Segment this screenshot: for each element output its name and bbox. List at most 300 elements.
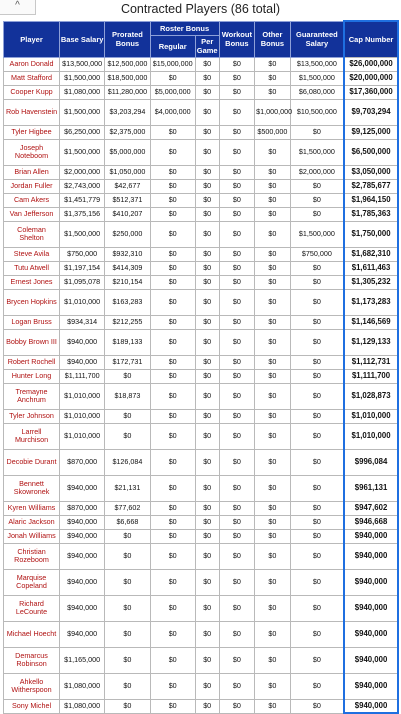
cap-number-cell: $940,000: [344, 621, 398, 647]
prorated-bonus-cell: $42,677: [105, 179, 150, 193]
roster-regular-cell: $0: [150, 449, 195, 475]
roster-regular-cell: $0: [150, 543, 195, 569]
player-name[interactable]: Steve Avila: [4, 247, 60, 261]
cap-number-cell: $1,611,463: [344, 261, 398, 275]
other-bonus-cell: $0: [255, 383, 291, 409]
base-salary-cell: $13,500,000: [60, 57, 105, 71]
cap-number-cell: $940,000: [344, 647, 398, 673]
prorated-bonus-cell: $250,000: [105, 221, 150, 247]
guaranteed-salary-cell: $0: [290, 207, 344, 221]
prorated-bonus-cell: $18,500,000: [105, 71, 150, 85]
roster-regular-cell: $0: [150, 515, 195, 529]
prorated-bonus-cell: $512,371: [105, 193, 150, 207]
prorated-bonus-cell: $5,000,000: [105, 139, 150, 165]
table-row: [4, 673, 399, 699]
roster-regular-cell: $0: [150, 529, 195, 543]
prorated-bonus-cell: $21,131: [105, 475, 150, 501]
player-name[interactable]: Marquise Copeland: [4, 569, 60, 595]
base-salary-cell: $1,111,700: [60, 369, 105, 383]
guaranteed-salary-cell: $0: [290, 529, 344, 543]
header-base-salary[interactable]: Base Salary: [60, 21, 105, 57]
prorated-bonus-cell: $0: [105, 423, 150, 449]
other-bonus-cell: $0: [255, 165, 291, 179]
other-bonus-cell: $0: [255, 569, 291, 595]
cap-number-cell: $6,500,000: [344, 139, 398, 165]
workout-bonus-cell: $0: [219, 179, 255, 193]
base-salary-cell: $1,197,154: [60, 261, 105, 275]
guaranteed-salary-cell: $0: [290, 569, 344, 595]
prorated-bonus-cell: $126,084: [105, 449, 150, 475]
guaranteed-salary-cell: $1,500,000: [290, 139, 344, 165]
other-bonus-cell: $0: [255, 475, 291, 501]
player-name[interactable]: Logan Bruss: [4, 315, 60, 329]
header-cap-number[interactable]: Cap Number: [344, 21, 398, 57]
workout-bonus-cell: $0: [219, 409, 255, 423]
other-bonus-cell: $0: [255, 85, 291, 99]
table-row: [4, 99, 399, 125]
cap-number-cell: $940,000: [344, 699, 398, 713]
other-bonus-cell: $0: [255, 621, 291, 647]
workout-bonus-cell: $0: [219, 501, 255, 515]
guaranteed-salary-cell: $0: [290, 501, 344, 515]
workout-bonus-cell: $0: [219, 595, 255, 621]
player-name[interactable]: Cooper Kupp: [4, 85, 60, 99]
roster-per-game-cell: $0: [195, 165, 219, 179]
guaranteed-salary-cell: $0: [290, 621, 344, 647]
roster-regular-cell: $4,000,000: [150, 99, 195, 125]
roster-per-game-cell: $0: [195, 193, 219, 207]
collapse-chevron-icon[interactable]: ^: [0, 0, 36, 15]
workout-bonus-cell: $0: [219, 71, 255, 85]
cap-number-cell: $1,010,000: [344, 423, 398, 449]
cap-number-cell: $3,050,000: [344, 165, 398, 179]
base-salary-cell: $2,743,000: [60, 179, 105, 193]
table-row: [4, 355, 399, 369]
header-player[interactable]: Player: [4, 21, 60, 57]
guaranteed-salary-cell: $750,000: [290, 247, 344, 261]
other-bonus-cell: $0: [255, 179, 291, 193]
other-bonus-cell: $0: [255, 247, 291, 261]
cap-number-cell: $1,750,000: [344, 221, 398, 247]
table-row: [4, 261, 399, 275]
prorated-bonus-cell: $2,375,000: [105, 125, 150, 139]
other-bonus-cell: $0: [255, 673, 291, 699]
workout-bonus-cell: $0: [219, 543, 255, 569]
guaranteed-salary-cell: $0: [290, 383, 344, 409]
base-salary-cell: $1,375,156: [60, 207, 105, 221]
header-workout-bonus[interactable]: Workout Bonus: [219, 21, 255, 57]
guaranteed-salary-cell: $6,080,000: [290, 85, 344, 99]
workout-bonus-cell: $0: [219, 207, 255, 221]
prorated-bonus-cell: $1,050,000: [105, 165, 150, 179]
player-name[interactable]: Cam Akers: [4, 193, 60, 207]
table-caption: Contracted Players (86 total): [120, 2, 281, 16]
prorated-bonus-cell: $0: [105, 543, 150, 569]
roster-per-game-cell: $0: [195, 275, 219, 289]
roster-per-game-cell: $0: [195, 515, 219, 529]
player-name[interactable]: Sony Michel: [4, 699, 60, 713]
guaranteed-salary-cell: $0: [290, 647, 344, 673]
table-row: [4, 329, 399, 355]
player-name[interactable]: Tyler Johnson: [4, 409, 60, 423]
cap-number-cell: $20,000,000: [344, 71, 398, 85]
base-salary-cell: $1,500,000: [60, 221, 105, 247]
prorated-bonus-cell: $0: [105, 699, 150, 713]
other-bonus-cell: $0: [255, 71, 291, 85]
guaranteed-salary-cell: $0: [290, 369, 344, 383]
workout-bonus-cell: $0: [219, 369, 255, 383]
roster-regular-cell: $0: [150, 409, 195, 423]
guaranteed-salary-cell: $0: [290, 423, 344, 449]
base-salary-cell: $1,080,000: [60, 699, 105, 713]
base-salary-cell: $1,080,000: [60, 673, 105, 699]
roster-regular-cell: $0: [150, 165, 195, 179]
other-bonus-cell: $0: [255, 193, 291, 207]
roster-per-game-cell: $0: [195, 289, 219, 315]
roster-per-game-cell: $0: [195, 315, 219, 329]
player-name[interactable]: Van Jefferson: [4, 207, 60, 221]
guaranteed-salary-cell: $0: [290, 329, 344, 355]
other-bonus-cell: $0: [255, 595, 291, 621]
guaranteed-salary-cell: $0: [290, 449, 344, 475]
base-salary-cell: $940,000: [60, 621, 105, 647]
player-name[interactable]: Larrell Murchison: [4, 423, 60, 449]
base-salary-cell: $1,080,000: [60, 85, 105, 99]
roster-per-game-cell: $0: [195, 699, 219, 713]
player-name[interactable]: Bobby Brown III: [4, 329, 60, 355]
player-name[interactable]: Ahkello Witherspoon: [4, 673, 60, 699]
workout-bonus-cell: $0: [219, 315, 255, 329]
prorated-bonus-cell: $410,207: [105, 207, 150, 221]
guaranteed-salary-cell: $0: [290, 289, 344, 315]
workout-bonus-cell: $0: [219, 569, 255, 595]
player-name[interactable]: Demarcus Robinson: [4, 647, 60, 673]
table-row: [4, 409, 399, 423]
roster-regular-cell: $0: [150, 501, 195, 515]
base-salary-cell: $1,500,000: [60, 99, 105, 125]
roster-regular-cell: $0: [150, 647, 195, 673]
other-bonus-cell: $0: [255, 355, 291, 369]
prorated-bonus-cell: $189,133: [105, 329, 150, 355]
roster-per-game-cell: $0: [195, 423, 219, 449]
prorated-bonus-cell: $12,500,000: [105, 57, 150, 71]
cap-number-cell: $1,785,363: [344, 207, 398, 221]
guaranteed-salary-cell: $0: [290, 543, 344, 569]
guaranteed-salary-cell: $0: [290, 409, 344, 423]
roster-regular-cell: $0: [150, 569, 195, 595]
table-row: [4, 449, 399, 475]
workout-bonus-cell: $0: [219, 515, 255, 529]
workout-bonus-cell: $0: [219, 673, 255, 699]
header-regular[interactable]: Regular: [150, 35, 195, 57]
roster-regular-cell: $0: [150, 315, 195, 329]
base-salary-cell: $1,500,000: [60, 71, 105, 85]
table-row: [4, 315, 399, 329]
guaranteed-salary-cell: $10,500,000: [290, 99, 344, 125]
other-bonus-cell: $0: [255, 543, 291, 569]
workout-bonus-cell: $0: [219, 449, 255, 475]
other-bonus-cell: $0: [255, 261, 291, 275]
header-per-game[interactable]: Per Game: [196, 37, 218, 55]
player-name[interactable]: Joseph Noteboom: [4, 139, 60, 165]
player-name[interactable]: Brian Allen: [4, 165, 60, 179]
prorated-bonus-cell: $212,255: [105, 315, 150, 329]
table-row: [4, 165, 399, 179]
base-salary-cell: $750,000: [60, 247, 105, 261]
roster-regular-cell: $15,000,000: [150, 57, 195, 71]
workout-bonus-cell: $0: [219, 247, 255, 261]
prorated-bonus-cell: $0: [105, 647, 150, 673]
table-row: [4, 595, 399, 621]
roster-per-game-cell: $0: [195, 221, 219, 247]
base-salary-cell: $940,000: [60, 595, 105, 621]
player-name[interactable]: Christian Rozeboom: [4, 543, 60, 569]
table-body: [4, 57, 399, 713]
table-row: [4, 193, 399, 207]
roster-per-game-cell: $0: [195, 673, 219, 699]
base-salary-cell: $940,000: [60, 475, 105, 501]
cap-number-cell: $1,112,731: [344, 355, 398, 369]
guaranteed-salary-cell: $0: [290, 193, 344, 207]
prorated-bonus-cell: $0: [105, 621, 150, 647]
workout-bonus-cell: $0: [219, 165, 255, 179]
table-row: [4, 275, 399, 289]
roster-regular-cell: $0: [150, 275, 195, 289]
other-bonus-cell: $0: [255, 369, 291, 383]
cap-number-cell: $940,000: [344, 673, 398, 699]
roster-per-game-cell: $0: [195, 621, 219, 647]
base-salary-cell: $940,000: [60, 569, 105, 595]
roster-per-game-cell: $0: [195, 383, 219, 409]
guaranteed-salary-cell: $0: [290, 475, 344, 501]
table-row: [4, 515, 399, 529]
other-bonus-cell: $1,000,000: [255, 99, 291, 125]
cap-number-cell: $1,129,133: [344, 329, 398, 355]
workout-bonus-cell: $0: [219, 85, 255, 99]
cap-number-cell: $961,131: [344, 475, 398, 501]
cap-number-cell: $17,360,000: [344, 85, 398, 99]
workout-bonus-cell: $0: [219, 475, 255, 501]
workout-bonus-cell: $0: [219, 529, 255, 543]
prorated-bonus-cell: $0: [105, 595, 150, 621]
roster-per-game-cell: $0: [195, 329, 219, 355]
player-name[interactable]: Matt Stafford: [4, 71, 60, 85]
cap-number-cell: $1,305,232: [344, 275, 398, 289]
table-row: [4, 125, 399, 139]
cap-number-cell: $940,000: [344, 569, 398, 595]
base-salary-cell: $1,095,078: [60, 275, 105, 289]
cap-number-cell: $26,000,000: [344, 57, 398, 71]
table-row: [4, 289, 399, 315]
roster-per-game-cell: $0: [195, 247, 219, 261]
cap-number-cell: $1,010,000: [344, 409, 398, 423]
workout-bonus-cell: $0: [219, 139, 255, 165]
roster-per-game-cell: $0: [195, 207, 219, 221]
roster-regular-cell: $0: [150, 207, 195, 221]
player-name[interactable]: Kyren Williams: [4, 501, 60, 515]
prorated-bonus-cell: $3,203,294: [105, 99, 150, 125]
cap-number-cell: $1,173,283: [344, 289, 398, 315]
roster-per-game-cell: $0: [195, 647, 219, 673]
guaranteed-salary-cell: $0: [290, 179, 344, 193]
base-salary-cell: $1,165,000: [60, 647, 105, 673]
player-name[interactable]: Richard LeCounte: [4, 595, 60, 621]
header-prorated-bonus[interactable]: Prorated Bonus: [105, 21, 150, 57]
guaranteed-salary-cell: $0: [290, 125, 344, 139]
roster-regular-cell: $0: [150, 383, 195, 409]
player-name[interactable]: Tremayne Anchrum: [4, 383, 60, 409]
other-bonus-cell: $0: [255, 409, 291, 423]
player-name[interactable]: Ernest Jones: [4, 275, 60, 289]
roster-per-game-cell: $0: [195, 71, 219, 85]
other-bonus-cell: $0: [255, 329, 291, 355]
guaranteed-salary-cell: $0: [290, 699, 344, 713]
other-bonus-cell: $0: [255, 449, 291, 475]
prorated-bonus-cell: $77,602: [105, 501, 150, 515]
cap-number-cell: $9,125,000: [344, 125, 398, 139]
player-name[interactable]: Hunter Long: [4, 369, 60, 383]
workout-bonus-cell: $0: [219, 221, 255, 247]
table-row: [4, 569, 399, 595]
roster-regular-cell: $0: [150, 289, 195, 315]
player-name[interactable]: Tutu Atwell: [4, 261, 60, 275]
guaranteed-salary-cell: $1,500,000: [290, 71, 344, 85]
other-bonus-cell: $0: [255, 423, 291, 449]
roster-regular-cell: $0: [150, 247, 195, 261]
base-salary-cell: $1,010,000: [60, 383, 105, 409]
cap-number-cell: $996,084: [344, 449, 398, 475]
contracts-table: [3, 20, 399, 714]
other-bonus-cell: $0: [255, 275, 291, 289]
table-row: [4, 621, 399, 647]
roster-per-game-cell: $0: [195, 139, 219, 165]
base-salary-cell: $1,010,000: [60, 409, 105, 423]
header-other-bonus[interactable]: Other Bonus: [255, 21, 291, 57]
workout-bonus-cell: $0: [219, 193, 255, 207]
other-bonus-cell: $0: [255, 515, 291, 529]
player-name[interactable]: Aaron Donald: [4, 57, 60, 71]
workout-bonus-cell: $0: [219, 355, 255, 369]
guaranteed-salary-cell: $0: [290, 515, 344, 529]
header-guaranteed-salary[interactable]: Guaranteed Salary: [290, 21, 344, 57]
base-salary-cell: $940,000: [60, 529, 105, 543]
roster-per-game-cell: $0: [195, 569, 219, 595]
roster-regular-cell: $0: [150, 423, 195, 449]
cap-number-cell: $940,000: [344, 543, 398, 569]
workout-bonus-cell: $0: [219, 57, 255, 71]
guaranteed-salary-cell: $0: [290, 355, 344, 369]
other-bonus-cell: $0: [255, 529, 291, 543]
player-name[interactable]: Decobie Durant: [4, 449, 60, 475]
prorated-bonus-cell: $0: [105, 369, 150, 383]
prorated-bonus-cell: $163,283: [105, 289, 150, 315]
prorated-bonus-cell: $0: [105, 673, 150, 699]
player-name[interactable]: Jordan Fuller: [4, 179, 60, 193]
base-salary-cell: $1,010,000: [60, 289, 105, 315]
player-name[interactable]: Tyler Higbee: [4, 125, 60, 139]
roster-regular-cell: $0: [150, 621, 195, 647]
table-row: [4, 85, 399, 99]
roster-regular-cell: $0: [150, 329, 195, 355]
other-bonus-cell: $0: [255, 315, 291, 329]
roster-per-game-cell: $0: [195, 369, 219, 383]
other-bonus-cell: $0: [255, 139, 291, 165]
prorated-bonus-cell: $0: [105, 569, 150, 595]
prorated-bonus-cell: $210,154: [105, 275, 150, 289]
top-bar: [0, 0, 401, 18]
table-row: [4, 543, 399, 569]
cap-number-cell: $947,602: [344, 501, 398, 515]
base-salary-cell: $2,000,000: [60, 165, 105, 179]
roster-per-game-cell: $0: [195, 543, 219, 569]
prorated-bonus-cell: $0: [105, 409, 150, 423]
roster-per-game-cell: $0: [195, 409, 219, 423]
roster-per-game-cell: $0: [195, 261, 219, 275]
roster-per-game-cell: $0: [195, 57, 219, 71]
roster-regular-cell: $0: [150, 261, 195, 275]
roster-regular-cell: $0: [150, 71, 195, 85]
player-name[interactable]: Robert Rochell: [4, 355, 60, 369]
player-name[interactable]: Michael Hoecht: [4, 621, 60, 647]
table-row: [4, 529, 399, 543]
workout-bonus-cell: $0: [219, 383, 255, 409]
roster-per-game-cell: $0: [195, 355, 219, 369]
roster-per-game-cell: $0: [195, 449, 219, 475]
roster-regular-cell: $0: [150, 699, 195, 713]
workout-bonus-cell: $0: [219, 275, 255, 289]
base-salary-cell: $6,250,000: [60, 125, 105, 139]
player-name[interactable]: Alaric Jackson: [4, 515, 60, 529]
prorated-bonus-cell: $414,309: [105, 261, 150, 275]
table-row: [4, 383, 399, 409]
guaranteed-salary-cell: $0: [290, 673, 344, 699]
table-row: [4, 221, 399, 247]
workout-bonus-cell: $0: [219, 423, 255, 449]
table-row: [4, 647, 399, 673]
roster-per-game-cell: $0: [195, 99, 219, 125]
table-row: [4, 57, 399, 71]
guaranteed-salary-cell: $0: [290, 315, 344, 329]
base-salary-cell: $940,000: [60, 543, 105, 569]
workout-bonus-cell: $0: [219, 125, 255, 139]
player-name[interactable]: Bennett Skowronek: [4, 475, 60, 501]
roster-per-game-cell: $0: [195, 125, 219, 139]
base-salary-cell: $870,000: [60, 501, 105, 515]
player-name[interactable]: Coleman Shelton: [4, 221, 60, 247]
player-name[interactable]: Jonah Williams: [4, 529, 60, 543]
cap-number-cell: $1,111,700: [344, 369, 398, 383]
guaranteed-salary-cell: $2,000,000: [290, 165, 344, 179]
other-bonus-cell: $0: [255, 221, 291, 247]
other-bonus-cell: $500,000: [255, 125, 291, 139]
other-bonus-cell: $0: [255, 57, 291, 71]
other-bonus-cell: $0: [255, 647, 291, 673]
roster-regular-cell: $0: [150, 355, 195, 369]
table-row: [4, 247, 399, 261]
cap-number-cell: $1,028,873: [344, 383, 398, 409]
table-row: [4, 207, 399, 221]
prorated-bonus-cell: $11,280,000: [105, 85, 150, 99]
player-name[interactable]: Brycen Hopkins: [4, 289, 60, 315]
table-row: [4, 71, 399, 85]
guaranteed-salary-cell: $0: [290, 595, 344, 621]
base-salary-cell: $940,000: [60, 329, 105, 355]
workout-bonus-cell: $0: [219, 289, 255, 315]
roster-per-game-cell: $0: [195, 179, 219, 193]
guaranteed-salary-cell: $1,500,000: [290, 221, 344, 247]
player-name[interactable]: Rob Havenstein: [4, 99, 60, 125]
base-salary-cell: $940,000: [60, 515, 105, 529]
